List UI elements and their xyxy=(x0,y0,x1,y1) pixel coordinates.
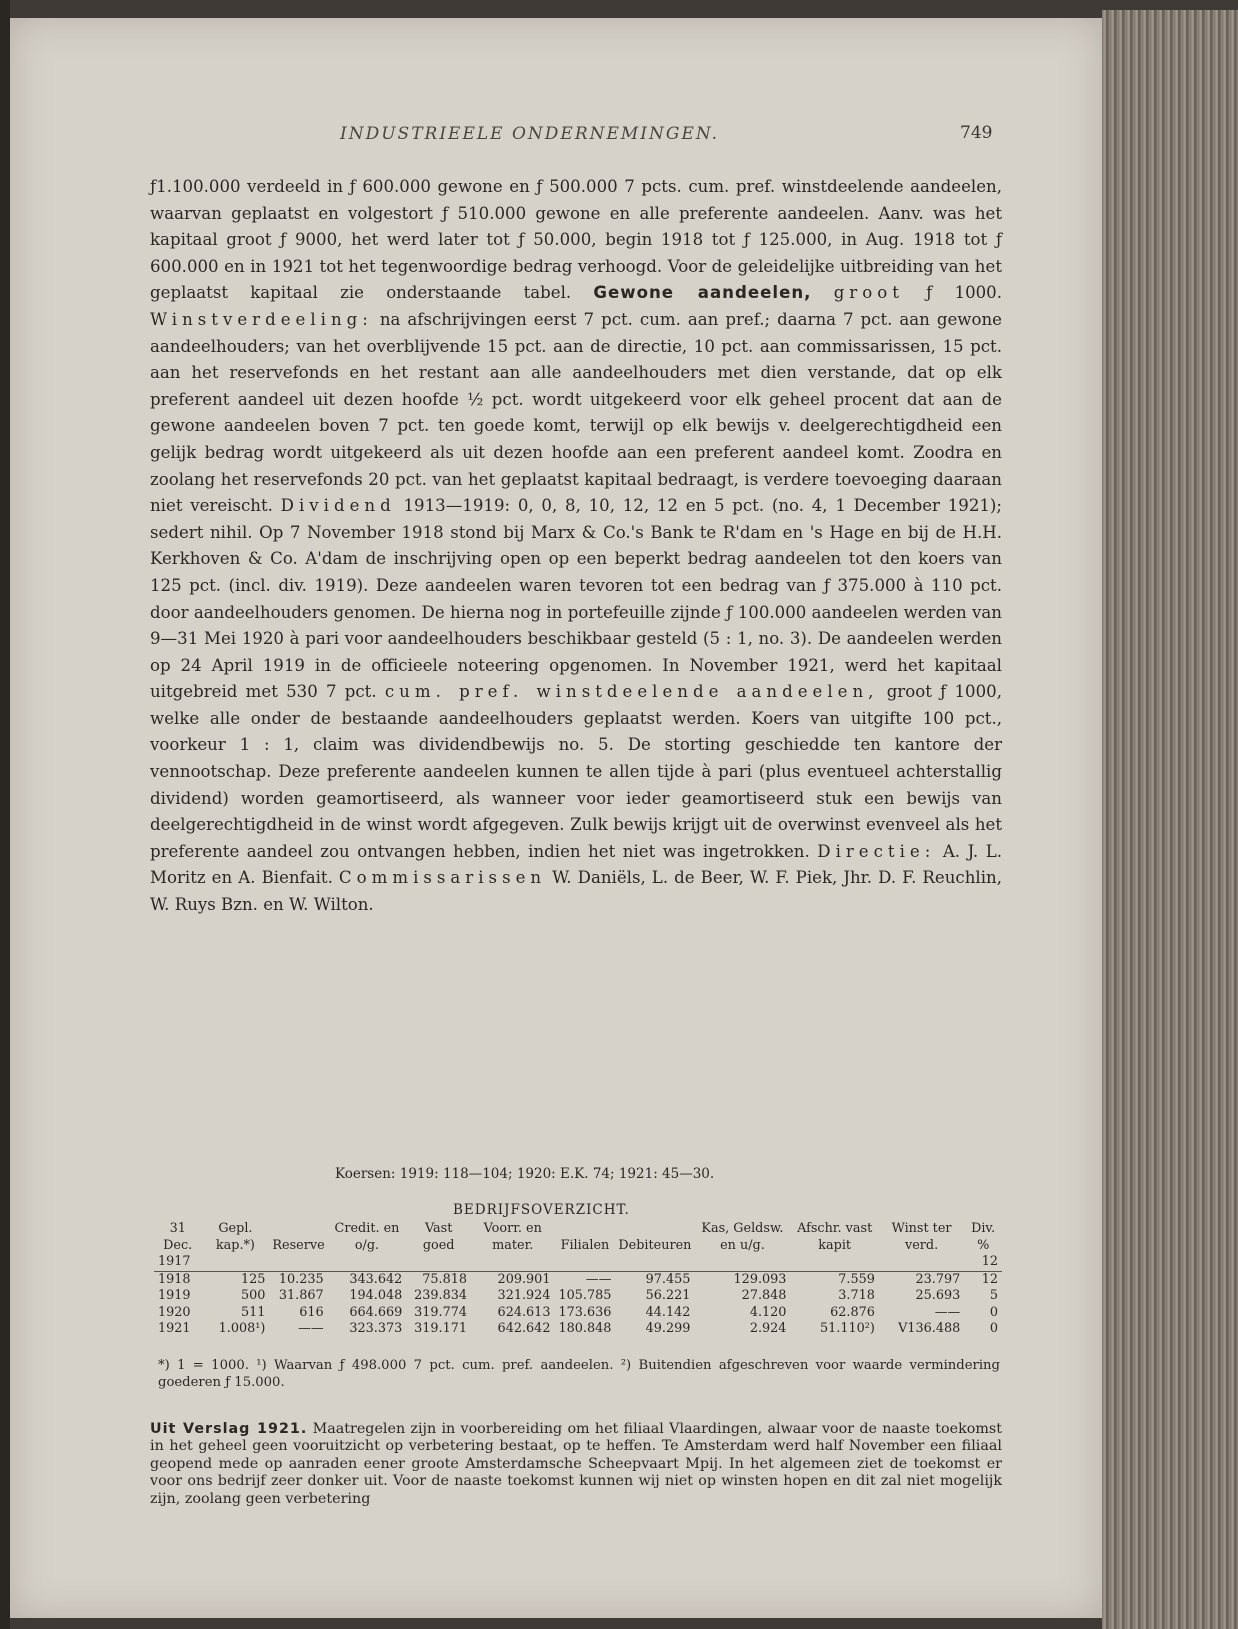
table-row xyxy=(154,1271,1002,1288)
column-header: Reserve xyxy=(272,1237,325,1253)
page-number: 749 xyxy=(960,123,993,143)
koersen-line: Koersen: 1919: 118—104; 1920: E.K. 74; 1921: 45—30. xyxy=(335,1166,715,1182)
winstverdeeling-label: Winstverdeeling: xyxy=(150,309,373,329)
table-cell: 0 xyxy=(989,1304,998,1320)
table-cell: 3.718 xyxy=(838,1288,875,1303)
table-cell: 75.818 xyxy=(422,1271,468,1287)
column-header: Gepl. kap.*) xyxy=(215,1221,255,1253)
table-cell xyxy=(694,1254,790,1271)
running-title: INDUSTRIEELE ONDERNEMINGEN. xyxy=(340,124,720,144)
table-cell: 1918 xyxy=(158,1271,191,1287)
body-text xyxy=(150,174,1002,919)
commissarissen-label: Commissarissen xyxy=(338,868,547,888)
table-cell: 1921 xyxy=(158,1321,191,1336)
column-header: Afschr. vast kapit xyxy=(797,1221,873,1253)
table-cell: 129.093 xyxy=(733,1271,787,1287)
table-cell: —— xyxy=(934,1304,961,1320)
table-row xyxy=(154,1305,1002,1322)
bedrijfsoverzicht-table xyxy=(154,1221,1002,1338)
table-cell: 25.693 xyxy=(915,1288,961,1303)
table-cell: —— xyxy=(585,1271,612,1287)
table-row xyxy=(154,1254,1002,1271)
table-cell: 511 xyxy=(240,1304,266,1320)
table-row xyxy=(154,1288,1002,1305)
table-cell xyxy=(328,1254,407,1271)
column-header: Vast goed xyxy=(422,1221,455,1253)
table-cell: 209.901 xyxy=(497,1271,551,1287)
directie-label: Directie: xyxy=(817,841,936,861)
page-edges xyxy=(1102,10,1238,1629)
table-cell: 323.373 xyxy=(349,1321,403,1336)
table-cell xyxy=(879,1254,964,1271)
table-cell: 194.048 xyxy=(349,1288,403,1303)
text-nominal: ƒ 1000. xyxy=(926,283,1003,303)
verslag-heading: Uit Verslag 1921. xyxy=(150,1421,308,1437)
text-commissarissen: W. Daniëls, L. de Beer, W. F. Piek, Jhr. D. F. Reuchlin, W. Ruys Bzn. en W. Wilton. xyxy=(150,868,1002,915)
table-cell: 1.008¹) xyxy=(218,1321,266,1336)
page-header xyxy=(10,108,1102,144)
table-cell: 51.110²) xyxy=(819,1321,875,1336)
table-cell: 5 xyxy=(989,1288,998,1303)
table-cell: 125 xyxy=(240,1271,266,1287)
table-cell: 31.867 xyxy=(278,1288,324,1303)
table-cell: 0 xyxy=(989,1321,998,1336)
table-cell xyxy=(406,1254,471,1271)
gewone-aandeelen-heading: Gewone aandeelen, xyxy=(593,283,812,303)
verslag-text: Maatregelen zijn in voorbereiding om het filiaal Vlaardingen, alwaar voor de naaste toekomst in het geheel geen vooruitzicht op verbetering bestaat, op te heffen. Te Amsterdam werd half November een filiaal geopend mede op aanraden eener groote Amsterdamsche Scheepvaart Mpij. In het algemeen ziet de toekomst er voor ons bedrijf zeer donker uit. Voor de naaste toekomst kunnen wij niet op winsten hopen en dit zal niet mogelijk zijn, zoolang geen verbetering xyxy=(150,1421,1003,1507)
table-row xyxy=(154,1321,1002,1338)
text-capital: ƒ1.100.000 verdeeld in ƒ 600.000 gewone en ƒ 500.000 7 pcts. cum. pref. winstdeelende aandeelen, waarvan geplaatst en volgestort ƒ 510.000 gewone en alle preferente aandeelen. Aanv. was het kapitaal groot ƒ 9000, het werd later tot ƒ 50.000, begin 1918 tot ƒ 125.000, in Aug. 1918 tot ƒ 600.000 en in 1921 tot het tegenwoordige bedrag verhoogd. Voor de geleidelijke uitbreiding van het geplaatst kapitaal zie onderstaande tabel. xyxy=(150,177,1002,303)
column-header: Voorr. en mater. xyxy=(483,1221,542,1253)
table-cell: 12 xyxy=(964,1254,1002,1271)
table-cell: 321.924 xyxy=(497,1288,551,1303)
table-cell: 27.848 xyxy=(741,1288,787,1303)
table-cell: 4.120 xyxy=(749,1304,787,1320)
cum-pref-label: cum. pref. winstdeelende aandeelen, xyxy=(384,682,879,702)
table-cell: 62.876 xyxy=(830,1304,875,1320)
table-cell: 319.171 xyxy=(414,1321,468,1336)
table-cell: 239.834 xyxy=(414,1288,468,1303)
table-cell xyxy=(554,1254,615,1271)
table-cell: 12 xyxy=(981,1271,998,1287)
table-cell: 180.848 xyxy=(558,1321,612,1336)
table-cell xyxy=(471,1254,554,1271)
verslag-paragraph xyxy=(150,1421,1002,1508)
text-dividend: 1913—1919: 0, 0, 8, 10, 12, 12 en 5 pct. (no. 4, 1 December 1921); sedert nihil. Op 7 November 1918 stond bij Marx & Co.'s Bank te R'dam en 's Hage en bij de H.H. Kerkhoven & Co. A'dam de inschrijving open op een beperkt bedrag aandeelen tot den koers van 125 pct. (incl. div. 1919). Deze aandeelen waren tevoren tot een bedrag van ƒ 375.000 à 110 pct. door aandeelhouders genomen. De hierna nog in portefeuille zijnde ƒ 100.000 aandeelen werden van 9—31 Mei 1920 à pari voor aandeelhouders beschikbaar gesteld (5 : 1, no. 3). De aandeelen werden op 24 April 1919 in de officieele noteering opgenomen. In November 1921, werd het kapitaal uitgebreid met 530 7 pct. xyxy=(150,496,1002,702)
table-cell: 319.774 xyxy=(414,1304,468,1320)
table-cell: 23.797 xyxy=(915,1271,961,1287)
table-cell: 105.785 xyxy=(558,1288,612,1303)
table-cell: 10.235 xyxy=(278,1271,324,1287)
column-header: Div. % xyxy=(971,1221,996,1253)
table-footnote: *) 1 = 1000. ¹) Waarvan ƒ 498.000 7 pct. cum. pref. aandeelen. ²) Buitendien afgeschreven voor waarde vermindering goederen ƒ 15.000. xyxy=(158,1358,1000,1390)
table-cell: —— xyxy=(298,1321,324,1336)
table-cell: 1919 xyxy=(158,1288,191,1303)
body-paragraph xyxy=(150,174,1002,919)
table-cell: 664.669 xyxy=(349,1304,403,1320)
table-cell: 642.642 xyxy=(497,1321,551,1336)
table-cell: 500 xyxy=(240,1288,266,1303)
column-header: Filialen xyxy=(560,1237,610,1253)
table-cell xyxy=(790,1254,878,1271)
table-cell: 7.559 xyxy=(838,1271,875,1287)
table-cell: 44.142 xyxy=(645,1304,691,1320)
table-cell: 624.613 xyxy=(497,1304,551,1320)
column-header: Debiteuren xyxy=(618,1237,692,1253)
table-header-row xyxy=(154,1221,1002,1254)
table-cell: 97.455 xyxy=(645,1271,691,1287)
text-preferente: groot ƒ 1000, welke alle onder de bestaande aandeelhouders geplaatst werden. Koers van uitgifte 100 pct., voorkeur 1 : 1, claim was dividendbewijs no. 5. De storting geschiedde ten kantore der vennootschap. Deze preferente aandeelen kunnen te allen tijde à pari (plus eventueel achterstallig dividend) worden geamortiseerd, als wanneer voor ieder geamortiseerd stuk een bewijs van deelgerechtigdheid in de winst wordt afgegeven. Zulk bewijs krijgt uit de overwinst evenveel als het preferente aandeel zou ontvangen hebben, indien het niet was ingetrokken. xyxy=(150,682,1002,861)
groot-label: groot xyxy=(833,283,904,303)
table-cell: 1917 xyxy=(154,1254,201,1271)
table-cell: 343.642 xyxy=(349,1271,403,1287)
dividend-label: Dividend xyxy=(280,496,396,516)
column-header: Credit. en o/g. xyxy=(334,1221,400,1253)
table-cell xyxy=(269,1254,327,1271)
verslag-section xyxy=(150,1421,1002,1508)
book-page xyxy=(10,18,1102,1618)
table-title: BEDRIJFSOVERZICHT. xyxy=(453,1202,630,1218)
book-gutter xyxy=(0,0,10,1629)
table-cell xyxy=(615,1254,694,1271)
column-header: Winst ter verd. xyxy=(891,1221,952,1253)
column-header: 31 Dec. xyxy=(163,1221,193,1253)
table-cell xyxy=(201,1254,269,1271)
text-directie: A. J. L. Moritz en A. Bienfait. xyxy=(150,841,1002,888)
table-cell: 173.636 xyxy=(558,1304,612,1320)
table-cell: V136.488 xyxy=(898,1321,961,1336)
table-cell: 1920 xyxy=(158,1304,191,1320)
table-cell: 2.924 xyxy=(749,1321,787,1336)
table-cell: 616 xyxy=(299,1304,324,1320)
column-header: Kas, Geldsw. en u/g. xyxy=(701,1221,784,1253)
table-cell: 56.221 xyxy=(645,1288,691,1303)
text-winstverdeeling: na afschrijvingen eerst 7 pct. cum. aan pref.; daarna 7 pct. aan gewone aandeelhouders; van het overblijvende 15 pct. aan de directie, 10 pct. aan commissarissen, 15 pct. aan het reservefonds en het restant aan alle aandeelhouders met dien verstande, dat op elk preferent aandeel uit dezen hoofde ½ pct. wordt uitgekeerd voor elk geheel procent dat aan de gewone aandeelen boven 7 pct. ten goede komt, terwijl op elk bewijs v. deelgerechtigdheid een gelijk bedrag wordt uitgekeerd als uit dezen hoofde aan een preferent aandeel komt. Zoodra en zoolang het reservefonds 20 pct. van het geplaatst kapitaal bedraagt, is verdere toevoeging daaraan niet vereischt. xyxy=(150,309,1002,516)
table-cell: 49.299 xyxy=(645,1321,691,1336)
